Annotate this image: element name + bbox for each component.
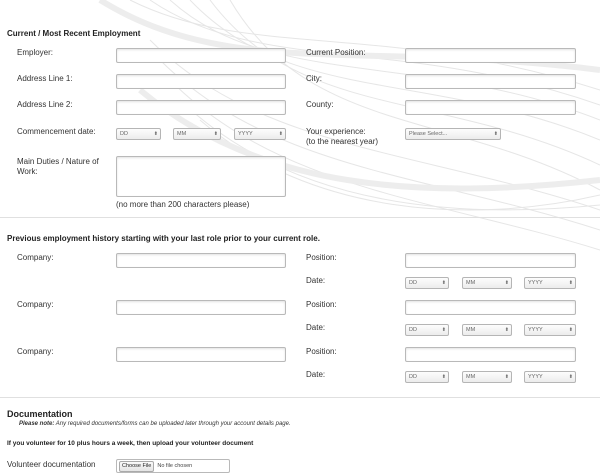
select-value: YYYY	[238, 131, 253, 137]
file-status: No file chosen	[157, 463, 193, 469]
section-divider	[0, 217, 600, 218]
note-label: Please note:	[19, 421, 55, 427]
experience-select[interactable]	[405, 128, 501, 140]
city-input[interactable]	[405, 74, 576, 89]
previous-date-year-select[interactable]	[524, 371, 576, 383]
previous-position-label: Position:	[306, 347, 337, 356]
previous-company-input[interactable]	[116, 300, 286, 315]
employer-input[interactable]	[116, 48, 286, 63]
experience-label	[306, 127, 378, 147]
note-text: Any required documents/forms can be uploaded later through your account details page.	[54, 421, 291, 427]
section-divider	[0, 397, 600, 398]
commencement-date-label: Commencement date:	[17, 127, 96, 136]
updown-arrow-icon: ⬍	[504, 327, 509, 333]
select-value: YYYY	[528, 327, 543, 333]
previous-company-input[interactable]	[116, 347, 286, 362]
updown-arrow-icon: ⬍	[568, 280, 573, 286]
commencement-year-select[interactable]	[234, 128, 286, 140]
employer-label: Employer:	[17, 48, 54, 57]
previous-company-label: Company:	[17, 300, 54, 309]
updown-arrow-icon: ⬍	[568, 374, 573, 380]
updown-arrow-icon: ⬍	[278, 131, 283, 137]
previous-date-label: Date:	[306, 370, 326, 379]
updown-arrow-icon: ⬍	[504, 280, 509, 286]
previous-date-day-select[interactable]	[405, 277, 449, 289]
select-value: MM	[466, 327, 476, 333]
previous-position-label: Position:	[306, 300, 337, 309]
volunteer-doc-label: Volunteer documentation	[7, 460, 96, 469]
select-value: YYYY	[528, 280, 543, 286]
address-line-1-input[interactable]	[116, 74, 286, 89]
previous-company-label: Company:	[17, 253, 54, 262]
updown-arrow-icon: ⬍	[493, 131, 498, 137]
updown-arrow-icon: ⬍	[568, 327, 573, 333]
select-value: DD	[120, 131, 128, 137]
previous-position-input[interactable]	[405, 347, 576, 362]
choose-file-button[interactable]: Choose File	[119, 461, 154, 472]
updown-arrow-icon: ⬍	[153, 131, 158, 137]
select-value: MM	[466, 280, 476, 286]
select-value: MM	[466, 374, 476, 380]
updown-arrow-icon: ⬍	[504, 374, 509, 380]
updown-arrow-icon: ⬍	[441, 327, 446, 333]
previous-date-year-select[interactable]	[524, 277, 576, 289]
select-value: DD	[409, 280, 417, 286]
previous-date-month-select[interactable]	[462, 277, 512, 289]
updown-arrow-icon: ⬍	[441, 374, 446, 380]
documentation-note	[19, 421, 291, 427]
commencement-month-select[interactable]	[173, 128, 221, 140]
previous-date-year-select[interactable]	[524, 324, 576, 336]
commencement-day-select[interactable]	[116, 128, 161, 140]
address-line-1-label: Address Line 1:	[17, 74, 73, 83]
select-value: DD	[409, 327, 417, 333]
previous-date-label: Date:	[306, 323, 326, 332]
select-value: MM	[177, 131, 187, 137]
experience-label-line-1: Your experience:	[306, 127, 366, 136]
county-label: County:	[306, 100, 334, 109]
address-line-2-input[interactable]	[116, 100, 286, 115]
main-duties-textarea[interactable]	[116, 156, 286, 197]
previous-position-input[interactable]	[405, 300, 576, 315]
previous-date-day-select[interactable]	[405, 371, 449, 383]
volunteer-heading: If you volunteer for 10 plus hours a week, then upload your volunteer document	[7, 440, 254, 447]
select-value: DD	[409, 374, 417, 380]
previous-position-input[interactable]	[405, 253, 576, 268]
previous-company-input[interactable]	[116, 253, 286, 268]
select-value: Please Select...	[409, 131, 448, 137]
main-duties-label	[17, 157, 99, 177]
previous-date-month-select[interactable]	[462, 371, 512, 383]
main-duties-label-line-2: Work:	[17, 167, 38, 176]
current-position-label: Current Position:	[306, 48, 366, 57]
previous-date-month-select[interactable]	[462, 324, 512, 336]
previous-date-day-select[interactable]	[405, 324, 449, 336]
select-value: YYYY	[528, 374, 543, 380]
updown-arrow-icon: ⬍	[441, 280, 446, 286]
previous-date-label: Date:	[306, 276, 326, 285]
address-line-2-label: Address Line 2:	[17, 100, 73, 109]
previous-employment-heading: Previous employment history starting with your last role prior to your current role.	[7, 234, 320, 243]
previous-company-label: Company:	[17, 347, 54, 356]
documentation-heading: Documentation	[7, 409, 73, 419]
current-position-input[interactable]	[405, 48, 576, 63]
county-input[interactable]	[405, 100, 576, 115]
main-duties-hint: (no more than 200 characters please)	[116, 200, 250, 209]
volunteer-file-input[interactable]	[116, 459, 230, 473]
current-employment-heading: Current / Most Recent Employment	[7, 29, 141, 38]
city-label: City:	[306, 74, 322, 83]
updown-arrow-icon: ⬍	[213, 131, 218, 137]
main-duties-label-line-1: Main Duties / Nature of	[17, 157, 99, 166]
experience-label-line-2: (to the nearest year)	[306, 137, 379, 146]
previous-position-label: Position:	[306, 253, 337, 262]
